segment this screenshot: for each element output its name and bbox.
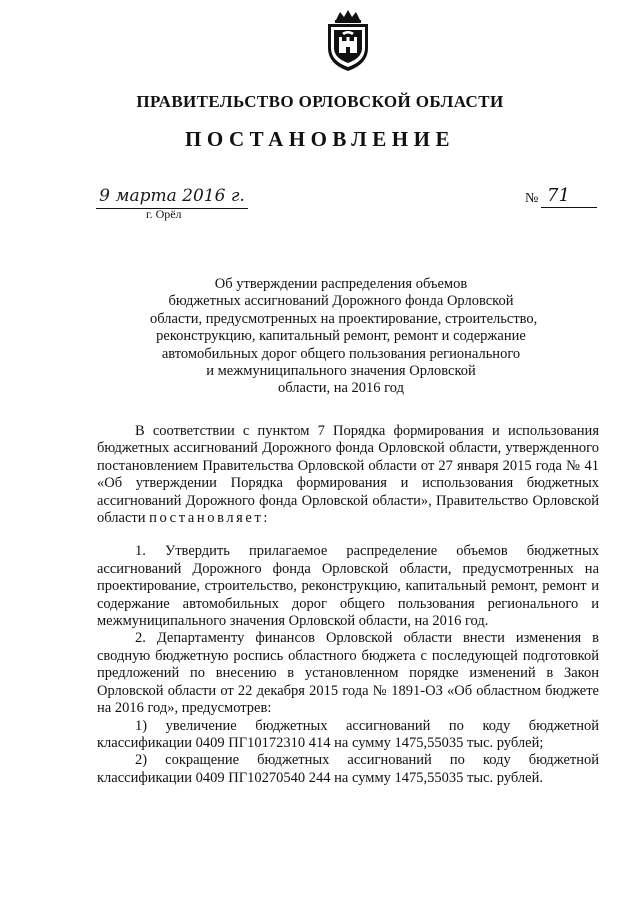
document-type-title: ПОСТАНОВЛЕНИЕ: [185, 127, 455, 151]
document-date: 9 марта 2016 г.: [96, 186, 248, 209]
item-2-paragraph: 2. Департаменту финансов Орловской области внести изменения в сводную бюджетную роспись областного бюджета с последующей подготовкой предложений по внесению в установленном порядке изменений в Закон Орловской области от 22 декабря 2015 года № 1891-ОЗ «Об областном бюджете на 2016 год», предусмотрев:: [97, 630, 599, 717]
resolves-word: постановляет:: [149, 510, 271, 527]
subject-line: Об утверждении распределения объемов: [214, 276, 468, 292]
item-1-paragraph: 1. Утвердить прилагаемое распределение объемов бюджетных ассигнований Дорожного фонда Орловской области, предусмотренных на проектирование, строительство, реконструкцию, капитальный ремонт, ремонт и содержание автомобильных дорог общего пользования регионального и межмуниципального значения Орловской области, на 2016 год.: [97, 543, 599, 630]
subject-line: реконструкцию, капитальный ремонт, ремонт и содержание: [156, 328, 526, 345]
subject-line: области, на 2016 год: [278, 380, 404, 397]
document-body: [97, 423, 599, 787]
document-subject: [150, 276, 538, 398]
document-number: 71: [541, 186, 597, 208]
item-2-2-paragraph: 2) сокращение бюджетных ассигнований по коду бюджетной классификации 0409 ПГ10270540 244 на сумму 1475,55035 тыс. рублей.: [97, 752, 599, 786]
document-city: г. Орёл: [146, 207, 182, 221]
preamble-text: В соответствии с пунктом 7 Порядка формирования и использования бюджетных ассигнований Дорожного фонда Орловской области, утвержденного постановлением Правительства Орловской области от 27 января 2015 года № 41 «Об утверждении Порядка формирования и использования бюджетных ассигнований Дорожного фонда Орловской области», Правительство Орловской области: [97, 423, 599, 527]
preamble-paragraph: [97, 423, 599, 527]
subject-line: и межмуниципального значения Орловской: [206, 363, 476, 380]
subject-line: области, предусмотренных на проектирование, строительство,: [150, 310, 538, 327]
organization-title: ПРАВИТЕЛЬСТВО ОРЛОВСКОЙ ОБЛАСТИ: [136, 92, 504, 111]
subject-line: бюджетных ассигнований Дорожного фонда Орловской: [168, 293, 514, 310]
document-number-label: №: [525, 191, 539, 206]
coat-of-arms-icon: [322, 8, 374, 74]
item-2-1-paragraph: 1) увеличение бюджетных ассигнований по коду бюджетной классификации 0409 ПГ10172310 414 на сумму 1475,55035 тыс. рублей;: [97, 717, 599, 751]
subject-line: автомобильных дорог общего пользования регионального: [161, 345, 521, 362]
